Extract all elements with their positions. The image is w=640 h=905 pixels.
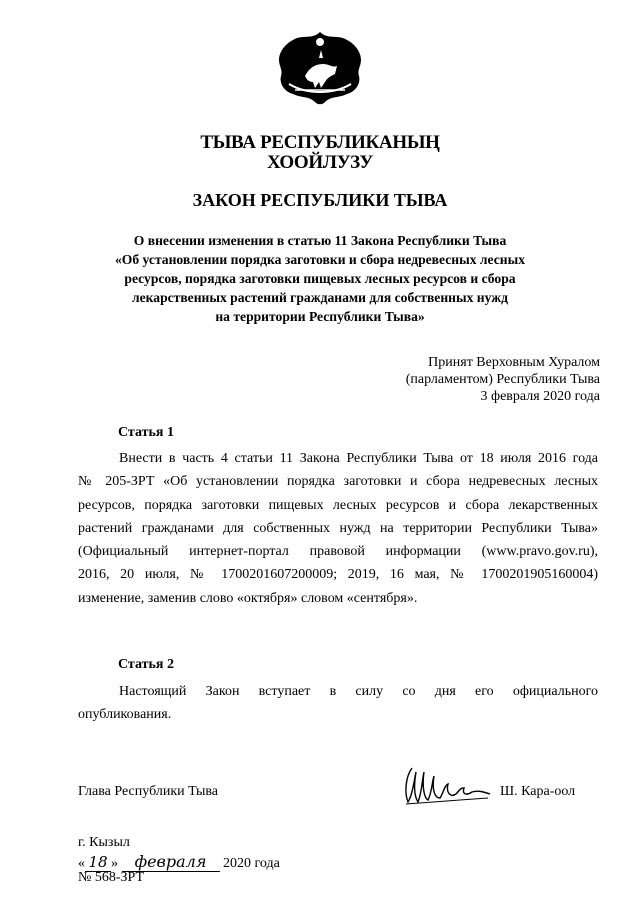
- date-year: 2020 года: [223, 856, 280, 871]
- date-quote-close: »: [111, 856, 118, 871]
- law-title: ЗАКОН РЕСПУБЛИКИ ТЫВА: [192, 190, 448, 210]
- subject-line: на территории Республики Тыва»: [215, 309, 425, 324]
- signatory-name: Ш. Кара-оол: [500, 784, 576, 799]
- article-1-body: [78, 447, 598, 610]
- article-2-heading: Статья 2: [118, 657, 174, 672]
- article-1-line: 2016, 20 июля, № 1700201607200009; 2019, 16 мая, № 1700201905160004): [78, 567, 598, 583]
- date-day-handwritten: 18: [85, 853, 111, 872]
- subject-line: ресурсов, порядка заготовки пищевых лесных ресурсов и сбора: [124, 271, 516, 286]
- article-2-body: [78, 680, 598, 727]
- law-number: № 568-ЗРТ: [78, 870, 145, 885]
- date-month-handwritten: февраля: [122, 852, 220, 872]
- article-1-line: ресурсов, порядка заготовки пищевых лесных ресурсов и сбора лекарственных: [78, 497, 598, 513]
- article-1-line: Внести в часть 4 статьи 11 Закона Республики Тыва от 18 июля 2016 года: [119, 451, 598, 466]
- article-1-line: № 205-ЗРТ «Об установлении порядка заготовки и сбора недревесных лесных: [78, 474, 598, 490]
- article-2-line: опубликования.: [78, 707, 172, 723]
- tuva-coat-of-arms-icon: [275, 28, 365, 106]
- parliament-name-line-1: ТЫВА РЕСПУБЛИКАНЫҢ: [200, 132, 440, 153]
- subject-line: О внесении изменения в статью 11 Закона Республики Тыва: [133, 233, 507, 248]
- article-1-line: растений гражданами для собственных нужд на территории Республики Тыва»: [78, 520, 598, 536]
- subject-line: «Об установлении порядка заготовки и сбора недревесных лесных: [114, 252, 525, 267]
- parliament-name-line-2: ХООЙЛУЗУ: [266, 152, 374, 173]
- article-1-line: (Официальный интернет-портал правовой информации (www.pravo.gov.ru),: [78, 544, 598, 560]
- date-quote-open: «: [78, 856, 85, 871]
- article-1-heading: Статья 1: [118, 425, 174, 440]
- place-of-signing: г. Кызыл: [78, 835, 130, 850]
- subject-line: лекарственных растений гражданами для собственных нужд: [131, 290, 508, 305]
- adoption-note-line: Принят Верховным Хуралом: [428, 355, 600, 370]
- article-2-line: Настоящий Закон вступает в силу со дня его официального: [119, 684, 598, 699]
- signing-date: [78, 852, 280, 872]
- article-1-line: изменение, заменив слово «октября» словом «сентября».: [78, 590, 418, 606]
- adoption-note-line: (парламентом) Республики Тыва: [405, 372, 600, 387]
- signatory-title: Глава Республики Тыва: [78, 784, 219, 799]
- handwritten-signature-icon: [400, 762, 495, 808]
- adoption-date: 3 февраля 2020 года: [480, 389, 600, 404]
